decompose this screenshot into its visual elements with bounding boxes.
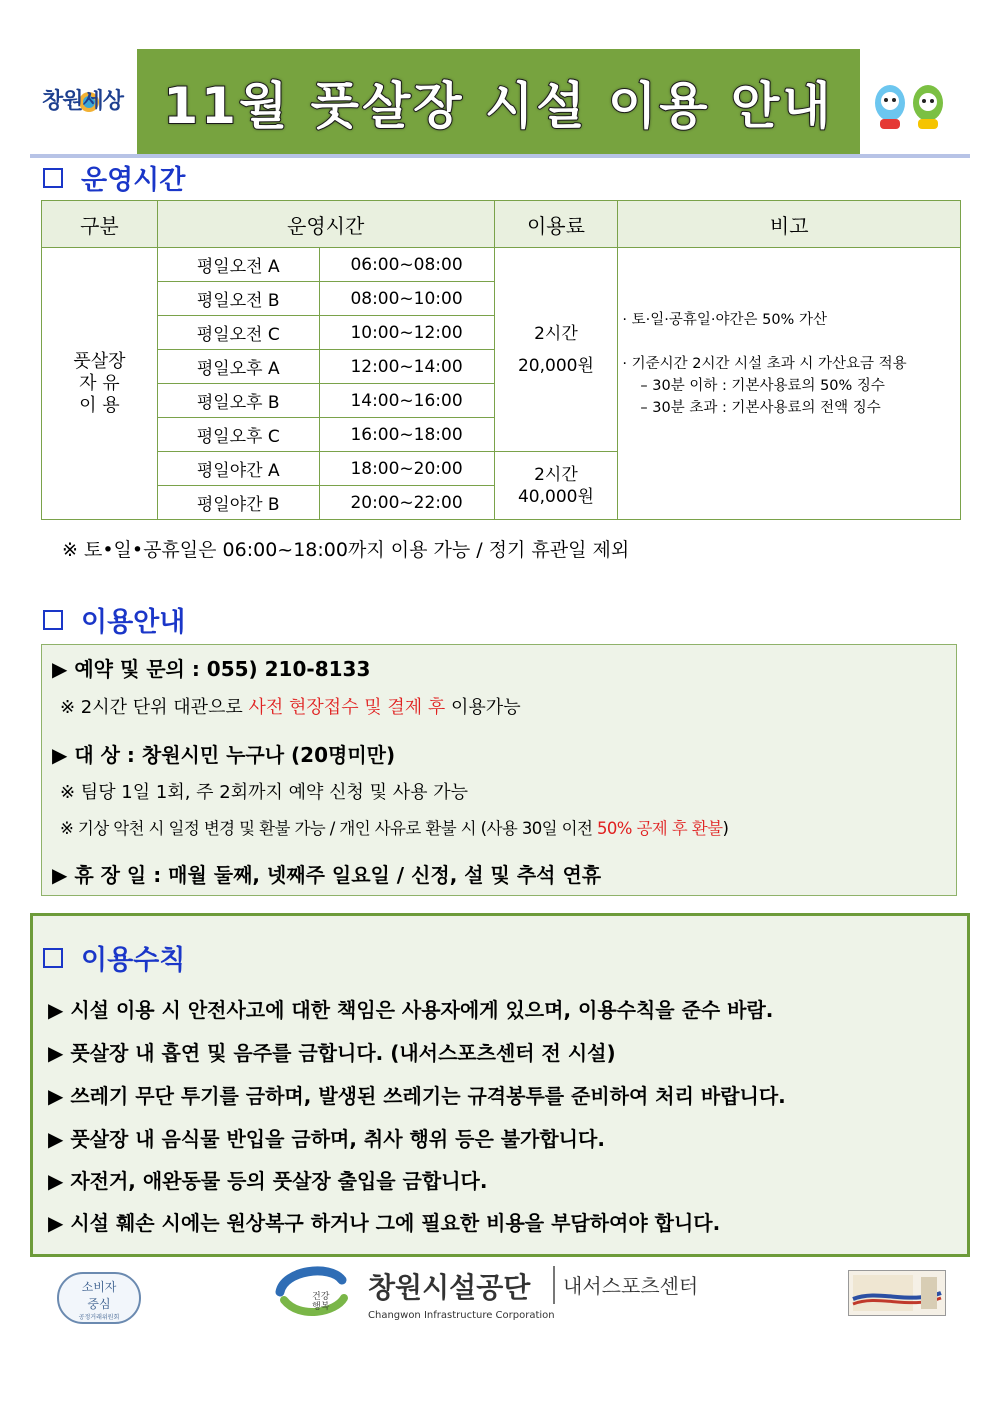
slot-label: 평일오후 B xyxy=(157,384,319,418)
slot-time: 14:00~16:00 xyxy=(319,384,494,418)
remarks-cell xyxy=(618,248,961,520)
company-logo-sub: 건강 행복 xyxy=(312,1292,330,1312)
slot-time: 20:00~22:00 xyxy=(319,486,494,520)
company-name-english: Changwon Infrastructure Corporation xyxy=(368,1310,555,1321)
rule-item: ▶ 풋살장 내 음식물 반입을 금하며, 취사 행위 등은 불가합니다. xyxy=(48,1127,605,1151)
category-line: 이 용 xyxy=(79,394,120,416)
city-logo-text: 창원세상 xyxy=(42,89,124,114)
fee-night-cell xyxy=(494,452,618,520)
refund-note-text: ※ 기상 악천 시 일정 변경 및 환불 가능 / 개인 사유로 환불 시 (사용 30일 이전 xyxy=(60,819,597,838)
col-header-fee: 이용료 xyxy=(494,201,618,248)
fee-night-duration: 2시간 xyxy=(534,464,578,485)
rule-item: ▶ 자전거, 애완동물 등의 풋살장 출입을 금합니다. xyxy=(48,1169,488,1193)
schedule-table xyxy=(41,200,961,520)
slot-label: 평일오후 C xyxy=(157,418,319,452)
info-box xyxy=(41,644,957,896)
remark-line: – 30분 이하 : 기본사용료의 50% 징수 xyxy=(640,377,885,394)
checkbox-icon xyxy=(43,610,63,630)
badge-line-1: 소비자 xyxy=(81,1280,117,1294)
remark-line: · 토·일·공휴일·야간은 50% 가산 xyxy=(622,311,827,328)
col-header-category: 구분 xyxy=(42,201,158,248)
section-hours-heading xyxy=(43,158,185,197)
consumer-badge xyxy=(57,1272,141,1324)
slot-time: 16:00~18:00 xyxy=(319,418,494,452)
certificate-icon xyxy=(848,1270,946,1316)
refund-note-text-end: ) xyxy=(722,819,729,838)
footer-divider xyxy=(553,1266,555,1304)
section-rules-heading xyxy=(43,938,185,977)
target-line: ▶ 대 상 : 창원시민 누구나 (20명미만) xyxy=(52,743,396,767)
category-line: 자 유 xyxy=(79,372,120,394)
section-info-title: 이용안내 xyxy=(81,607,186,638)
closed-days-line: ▶ 휴 장 일 : 매월 둘째, 넷째주 일요일 / 신정, 설 및 추석 연휴 xyxy=(52,863,602,887)
rule-item: ▶ 풋살장 내 흡연 및 음주를 금합니다. (내서스포츠센터 전 시설) xyxy=(48,1041,616,1065)
col-header-remarks: 비고 xyxy=(618,201,961,248)
slot-label: 평일오전 B xyxy=(157,282,319,316)
section-info-heading xyxy=(43,600,185,639)
slot-time: 18:00~20:00 xyxy=(319,452,494,486)
reservation-note-highlight: 사전 현장접수 및 결제 후 xyxy=(248,697,446,718)
remark-line: · 기준시간 2시간 시설 초과 시 가산요금 적용 xyxy=(622,355,907,372)
reservation-note xyxy=(60,693,521,719)
checkbox-icon xyxy=(43,168,63,188)
mascot-icon xyxy=(866,75,956,135)
checkbox-icon xyxy=(43,948,63,968)
refund-note-highlight: 50% 공제 후 환불 xyxy=(596,819,723,838)
target-note-2 xyxy=(60,815,728,839)
city-logo xyxy=(42,78,134,128)
target-note-1: ※ 팀당 1일 1회, 주 2회까지 예약 신청 및 사용 가능 xyxy=(60,782,468,803)
slot-label: 평일오전 A xyxy=(157,248,319,282)
page-title: 11월 풋살장 시설 이용 안내 xyxy=(163,76,834,135)
slot-label: 평일오후 A xyxy=(157,350,319,384)
slot-time: 08:00~10:00 xyxy=(319,282,494,316)
rules-box xyxy=(30,913,970,1257)
remark-line: – 30분 초과 : 기본사용료의 전액 징수 xyxy=(640,399,881,416)
col-header-hours: 운영시간 xyxy=(157,201,494,248)
slot-label: 평일야간 B xyxy=(157,486,319,520)
rule-item: ▶ 쓰레기 무단 투기를 금하며, 발생된 쓰레기는 규격봉투를 준비하여 처리 바랍니다. xyxy=(48,1084,786,1108)
section-hours-title: 운영시간 xyxy=(81,165,186,196)
slot-label: 평일오전 C xyxy=(157,316,319,350)
fee-day-duration: 2시간 xyxy=(534,323,578,344)
department-name: 내서스포츠센터 xyxy=(563,1274,699,1298)
slot-time: 10:00~12:00 xyxy=(319,316,494,350)
slot-time: 12:00~14:00 xyxy=(319,350,494,384)
reservation-note-text: ※ 2시간 단위 대관으로 xyxy=(60,697,249,718)
table-row xyxy=(42,248,961,282)
table-header-row xyxy=(42,201,961,248)
slot-label: 평일야간 A xyxy=(157,452,319,486)
fee-day-cell xyxy=(494,248,618,452)
company-logo-icon xyxy=(272,1262,362,1324)
title-banner xyxy=(137,49,860,154)
badge-sub: 공정거래위원회 xyxy=(78,1314,120,1321)
fee-day-amount: 20,000원 xyxy=(517,355,594,376)
rule-item: ▶ 시설 이용 시 안전사고에 대한 책임은 사용자에게 있으며, 이용수칙을 준수 바람. xyxy=(48,998,774,1022)
section-rules-title: 이용수칙 xyxy=(81,945,186,976)
reservation-line: ▶ 예약 및 문의 : 055) 210-8133 xyxy=(52,657,371,681)
category-cell xyxy=(42,248,158,520)
company-name: 창원시설공단 xyxy=(368,1271,531,1304)
badge-line-2: 중심 xyxy=(87,1297,111,1311)
reservation-note-text-end: 이용가능 xyxy=(445,697,521,718)
rule-item: ▶ 시설 훼손 시에는 원상복구 하거나 그에 필요한 비용을 부담하여야 합니다. xyxy=(48,1211,721,1235)
slot-time: 06:00~08:00 xyxy=(319,248,494,282)
weekend-notice: ※ 토•일•공휴일은 06:00~18:00까지 이용 가능 / 정기 휴관일 제외 xyxy=(62,539,630,561)
fee-night-amount: 40,000원 xyxy=(517,486,594,507)
category-line: 풋살장 xyxy=(73,350,126,372)
